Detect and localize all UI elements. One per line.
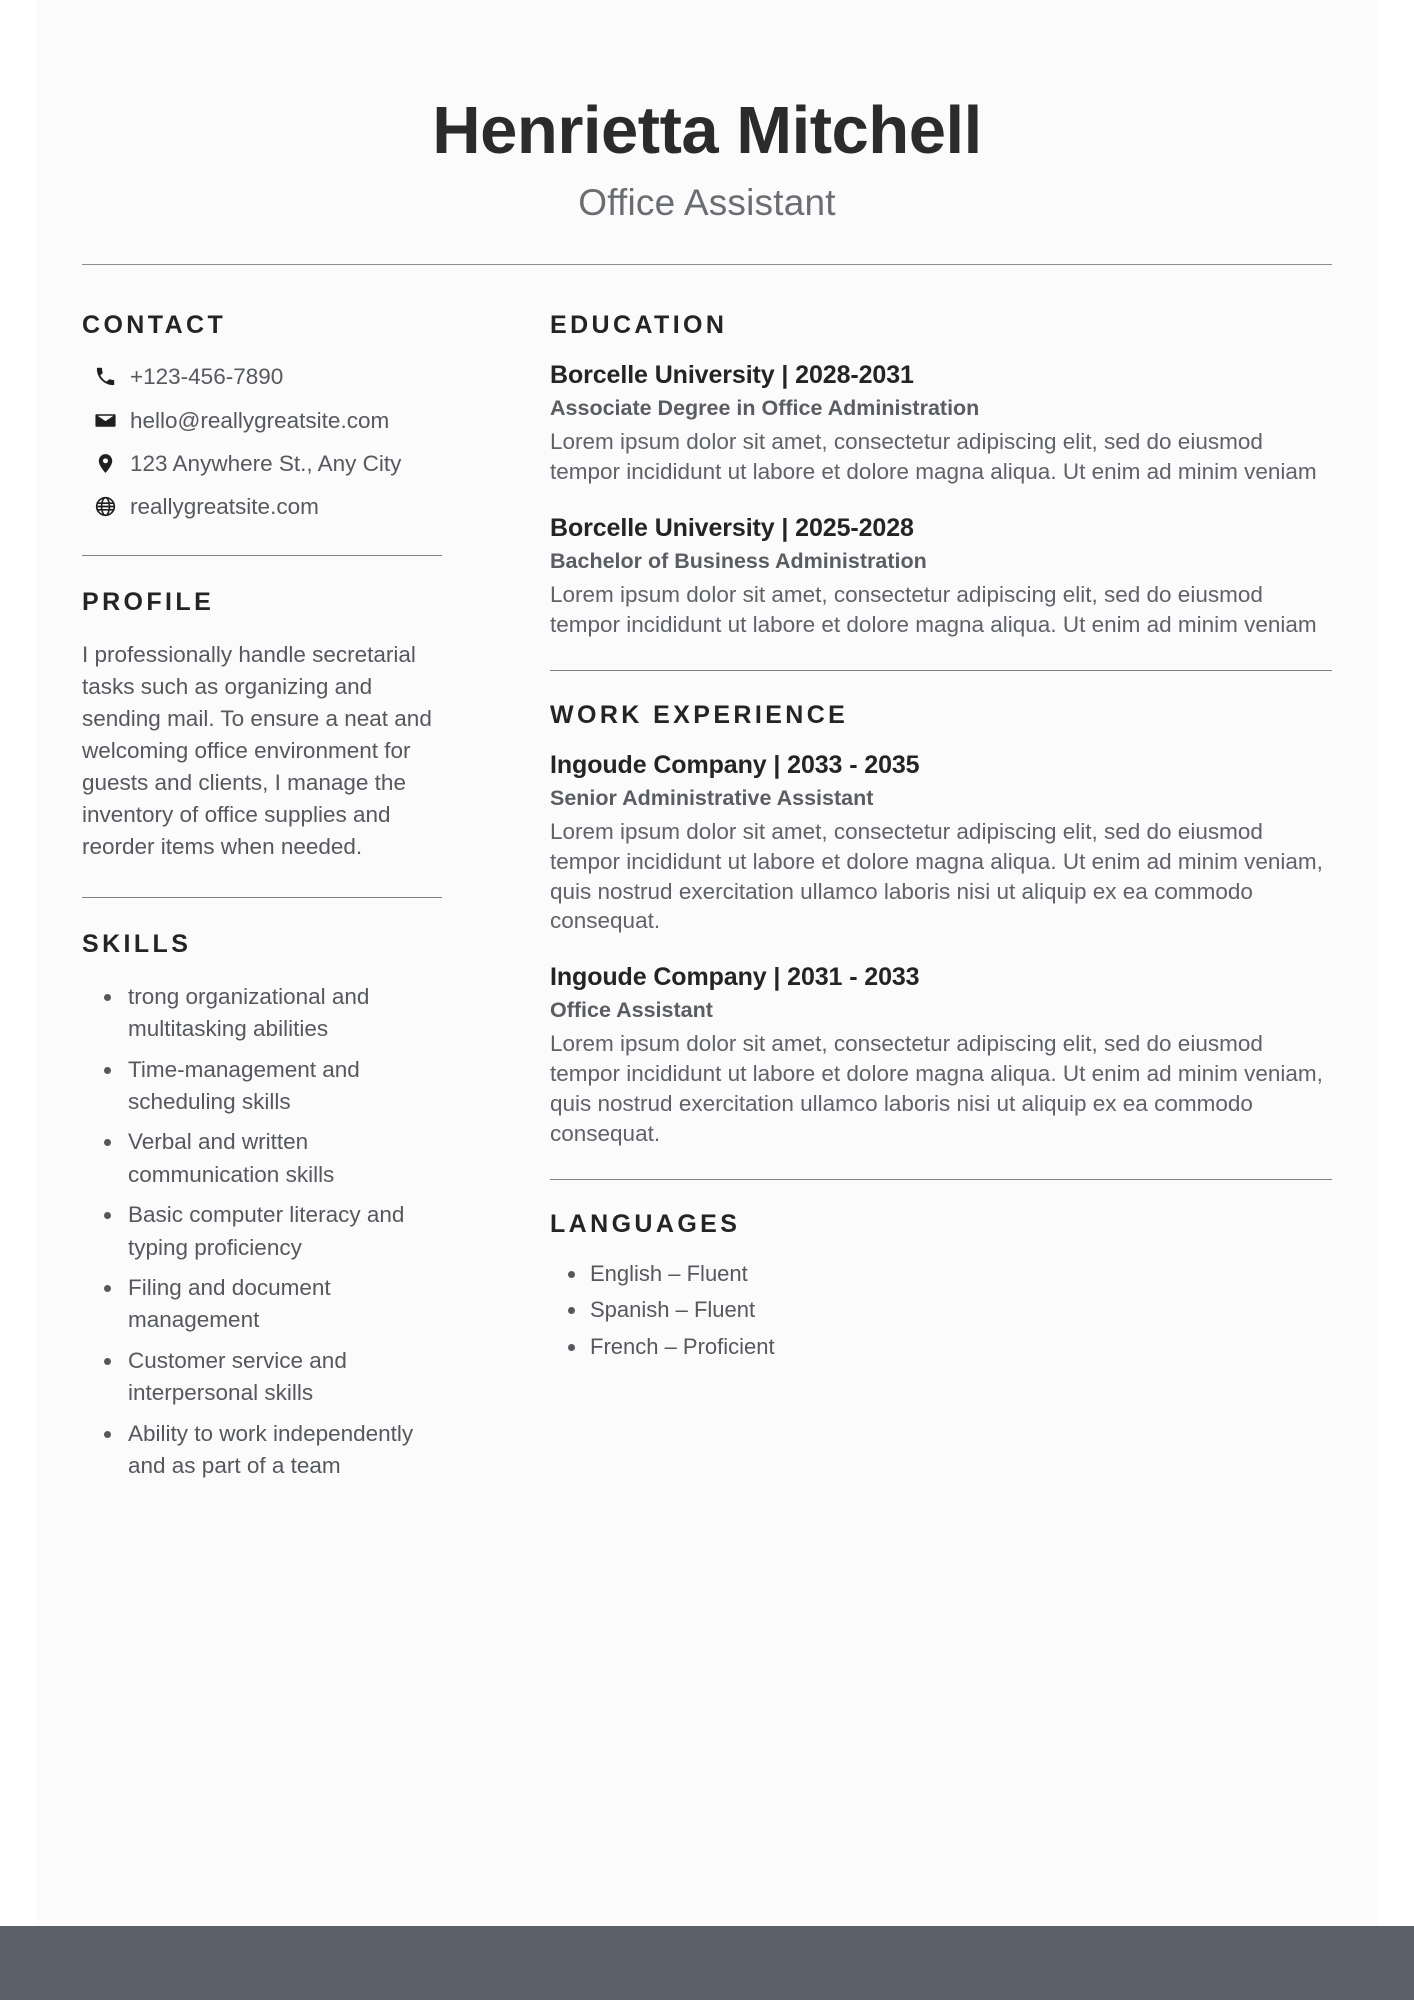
contact-item-address bbox=[82, 449, 442, 478]
education-entry-subtitle: Associate Degree in Office Administration bbox=[550, 396, 980, 421]
education-entry-title: Borcelle University | 2025-2028 bbox=[550, 514, 914, 543]
candidate-job-title: Office Assistant bbox=[578, 182, 836, 224]
work-experience-section-heading: WORK EXPERIENCE bbox=[550, 700, 849, 729]
list-item: trong organizational and multitasking abilities bbox=[82, 981, 442, 1046]
profile-text: I professionally handle secretarial tasks such as organizing and sending mail. To ensure a neat and welcoming office environment for guests and clients, I manage the inventory of office supplies and reorder items when needed. bbox=[82, 642, 432, 859]
page-left-margin bbox=[0, 0, 36, 2000]
contact-list bbox=[82, 362, 442, 521]
education-entry bbox=[550, 360, 1332, 487]
skills-section-heading: SKILLS bbox=[82, 929, 192, 958]
education-entry-title: Borcelle University | 2028-2031 bbox=[550, 361, 914, 390]
resume-sheet bbox=[36, 0, 1378, 2000]
contact-item-website bbox=[82, 492, 442, 521]
contact-section-heading: CONTACT bbox=[82, 311, 227, 340]
work-experience-entry bbox=[550, 962, 1332, 1149]
left-divider-1 bbox=[82, 555, 442, 556]
right-divider-2 bbox=[550, 1179, 1332, 1180]
work-entry-body: Lorem ipsum dolor sit amet, consectetur adipiscing elit, sed do eiusmod tempor incididunt ut labore et dolore magna aliqua. Ut enim ad minim veniam, quis nostrud exercitation ullamco laboris nisi ut aliquip ex ea commodo consequat. bbox=[550, 1031, 1323, 1146]
list-item: Customer service and interpersonal skills bbox=[82, 1345, 442, 1410]
resume-columns bbox=[36, 311, 1378, 1490]
work-entry-subtitle: Office Assistant bbox=[550, 998, 713, 1023]
work-entry-title: Ingoude Company | 2033 - 2035 bbox=[550, 750, 920, 779]
work-experience-entry bbox=[550, 750, 1332, 937]
right-divider-1 bbox=[550, 670, 1332, 671]
list-item: Ability to work independently and as part of a team bbox=[82, 1418, 442, 1483]
list-item: Verbal and written communication skills bbox=[82, 1126, 442, 1191]
languages-section-heading: LANGUAGES bbox=[550, 1209, 741, 1238]
phone-icon bbox=[88, 365, 122, 388]
work-entry-title: Ingoude Company | 2031 - 2033 bbox=[550, 963, 920, 992]
education-entry-subtitle: Bachelor of Business Administration bbox=[550, 549, 927, 574]
candidate-name: Henrietta Mitchell bbox=[432, 93, 982, 168]
list-item: Time-management and scheduling skills bbox=[82, 1054, 442, 1119]
envelope-icon bbox=[88, 409, 122, 432]
contact-item-email bbox=[82, 406, 442, 435]
list-item: Basic computer literacy and typing proficiency bbox=[82, 1199, 442, 1264]
work-entry-body: Lorem ipsum dolor sit amet, consectetur adipiscing elit, sed do eiusmod tempor incididunt ut labore et dolore magna aliqua. Ut enim ad minim veniam, quis nostrud exercitation ullamco laboris nisi ut aliquip ex ea commodo consequat. bbox=[550, 818, 1323, 934]
globe-icon bbox=[88, 495, 122, 518]
skills-list bbox=[82, 981, 442, 1482]
list-item: Spanish – Fluent bbox=[550, 1295, 1332, 1325]
list-item: Filing and document management bbox=[82, 1272, 442, 1337]
resume-header bbox=[36, 0, 1378, 224]
left-divider-2 bbox=[82, 897, 442, 898]
right-column bbox=[472, 311, 1332, 1490]
page-right-margin bbox=[1378, 0, 1414, 2000]
contact-value-phone: +123-456-7890 bbox=[130, 364, 284, 390]
list-item: French – Proficient bbox=[550, 1332, 1332, 1362]
left-column bbox=[82, 311, 472, 1490]
profile-section-heading: PROFILE bbox=[82, 588, 215, 617]
education-section-heading: EDUCATION bbox=[550, 311, 728, 340]
education-entry-body: Lorem ipsum dolor sit amet, consectetur adipiscing elit, sed do eiusmod tempor incididunt ut labore et dolore magna aliqua. Ut enim ad minim veniam bbox=[550, 581, 1317, 637]
footer-band bbox=[0, 1926, 1414, 2000]
contact-value-website: reallygreatsite.com bbox=[130, 494, 319, 520]
education-entry bbox=[550, 513, 1332, 640]
work-entry-subtitle: Senior Administrative Assistant bbox=[550, 785, 874, 810]
contact-value-address: 123 Anywhere St., Any City bbox=[130, 450, 402, 476]
languages-list bbox=[550, 1259, 1332, 1362]
location-pin-icon bbox=[88, 452, 122, 475]
contact-value-email: hello@reallygreatsite.com bbox=[130, 407, 390, 433]
contact-item-phone bbox=[82, 362, 442, 391]
education-entry-body: Lorem ipsum dolor sit amet, consectetur adipiscing elit, sed do eiusmod tempor incididunt ut labore et dolore magna aliqua. Ut enim ad minim veniam bbox=[550, 429, 1317, 485]
list-item: English – Fluent bbox=[550, 1259, 1332, 1289]
header-divider bbox=[82, 264, 1332, 265]
